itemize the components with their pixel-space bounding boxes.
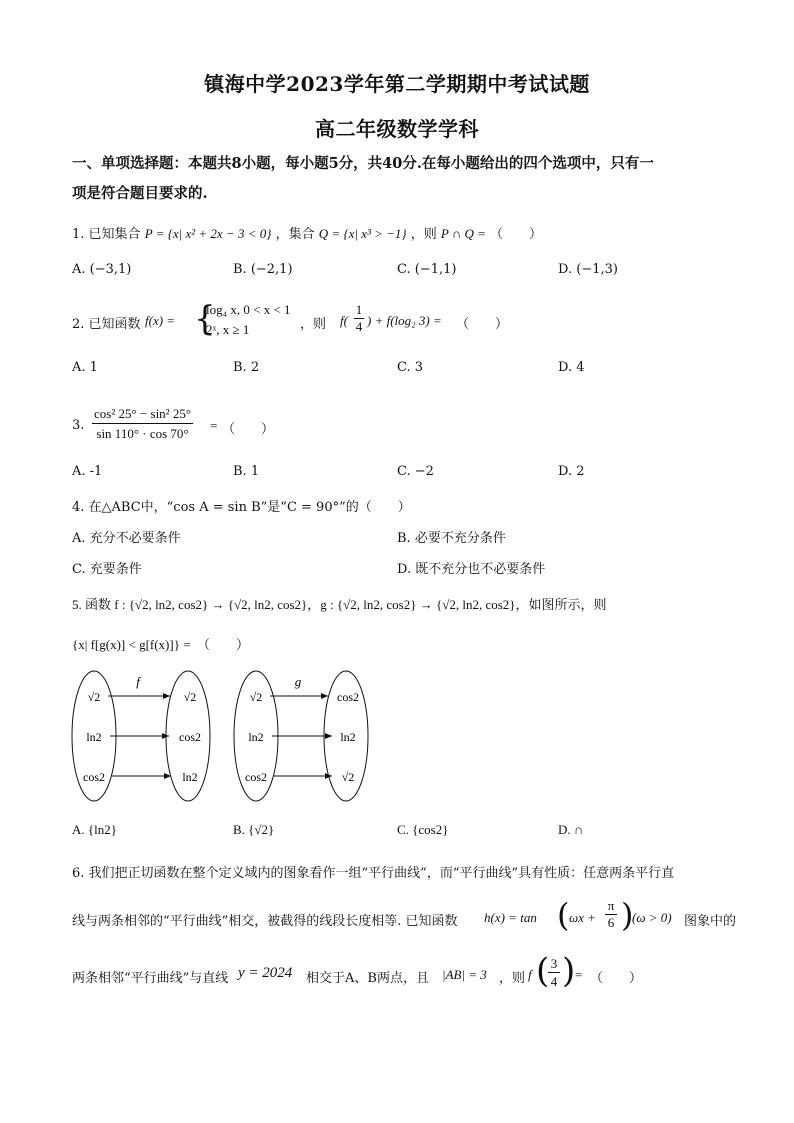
f-left-2: ln2 [86,730,102,744]
q4-option-d[interactable]: D. 既不充分也不必要条件 [397,562,546,577]
q4-option-c[interactable]: C. 充要条件 [72,562,142,577]
g-label: g [294,674,302,689]
f-right-1: √2 [183,690,197,704]
g-right-1: cos2 [337,690,359,704]
f-right-3: ln2 [182,770,198,784]
section-heading: 一、单项选择题：本题共8小题，每小题5分，共40分.在每小题给出的四个选项中，只有一 [72,155,654,172]
question-5-stem-cont: {x| f[g(x)] < g[f(x)]} = （ ） [72,637,250,652]
fraction-three-quarters: 3 4 [548,955,560,990]
q3-option-d[interactable]: D. 2 [558,464,585,479]
f-label: f [136,674,140,689]
q4-option-a[interactable]: A. 充分不必要条件 [72,531,181,546]
q5-option-d[interactable]: D. ∩ [558,822,584,837]
g-left-1: √2 [249,690,263,704]
question-6-stem-line3: 两条相邻“平行曲线”与直线 y = 2024 相交于A、B两点，且 |AB| = 3 ，则 f ( 3 4 ) = （ ） [72,951,643,991]
q3-option-c[interactable]: C. −2 [397,464,434,479]
q2-option-b[interactable]: B. 2 [233,360,260,375]
big-paren-close: ) [621,896,634,934]
g-right-2: ln2 [340,730,356,744]
q1-option-c[interactable]: C. (−1,1) [397,262,457,277]
big-paren-open: ( [557,896,570,934]
f-right-2: cos2 [179,730,201,744]
q3-option-a[interactable]: A. -1 [72,464,103,479]
paper-title: 镇海中学2023学年第二学期期中考试试题 [204,72,590,96]
piecewise-case-1: log₄ x, 0 < x < 1 [206,302,291,317]
f-left-3: cos2 [83,770,105,784]
diagram-f [72,671,210,801]
question-6-stem: 6. 我们把正切函数在整个定义域内的图象看作一组“平行曲线”，而“平行曲线”具有性质：任意两条平行直 [72,866,675,881]
mapping-diagrams [70,668,370,808]
q1-option-d[interactable]: D. (−1,3) [558,262,618,277]
q2-option-a[interactable]: A. 1 [72,360,98,375]
big-paren-close-2: ) [562,951,576,991]
h-function: h(x) = tan [484,910,537,925]
g-right-3: √2 [341,770,355,784]
question-1-stem: 1. 已知集合 P = {x| x² + 2x − 3 < 0} ，集合 Q = {x| x³ > −1} ，则 P ∩ Q = （ ） [72,226,543,242]
paper-subtitle: 高二年级数学学科 [315,117,479,141]
q5-option-a[interactable]: A. {ln2} [72,822,117,837]
piecewise-case-2: 2ˣ, x ≥ 1 [206,322,250,337]
diagram-g [234,671,368,801]
big-paren-open-2: ( [536,951,550,991]
question-5-stem: 5. 函数 f : {√2, ln2, cos2} → {√2, ln2, cos2}，g : {√2, ln2, cos2} → {√2, ln2, cos2}，如图所示，则 [72,597,607,612]
piecewise-brace: { [194,299,216,339]
section-heading-cont: 项是符合题目要求的. [72,185,208,202]
intersection-expr: P ∩ Q = [440,226,486,241]
g-left-3: cos2 [245,770,267,784]
set-q: Q = {x| x³ > −1} [318,226,407,241]
f-left-1: √2 [87,690,101,704]
q4-option-b[interactable]: B. 必要不充分条件 [397,531,506,546]
q5-option-b[interactable]: B. {√2} [233,822,275,837]
question-6-stem-line2: 线与两条相邻的“平行曲线”相交，被截得的线段长度相等. 已知函数 h(x) = tan ( ωx + π 6 ) (ω > 0) 图象中的 [72,896,737,934]
q5-option-c[interactable]: C. {cos2} [397,822,449,837]
question-4-stem: 4. 在△ABC中，“cos A = sin B”是“C = 90°”的（ ） [72,500,411,515]
q2-option-c[interactable]: C. 3 [397,360,424,375]
q3-fraction: cos² 25° − sin² 25° sin 110° · cos 70° [94,406,192,441]
q1-option-b[interactable]: B. (−2,1) [233,262,293,277]
fraction-one-quarter: 1 4 [355,302,363,334]
q3-option-b[interactable]: B. 1 [233,464,260,479]
set-p: P = {x| x² + 2x − 3 < 0} [144,226,272,241]
g-left-2: ln2 [248,730,264,744]
q1-option-a[interactable]: A. (−3,1) [72,262,132,277]
q2-option-d[interactable]: D. 4 [558,360,585,375]
fraction-pi-over-6: π 6 [605,898,617,931]
